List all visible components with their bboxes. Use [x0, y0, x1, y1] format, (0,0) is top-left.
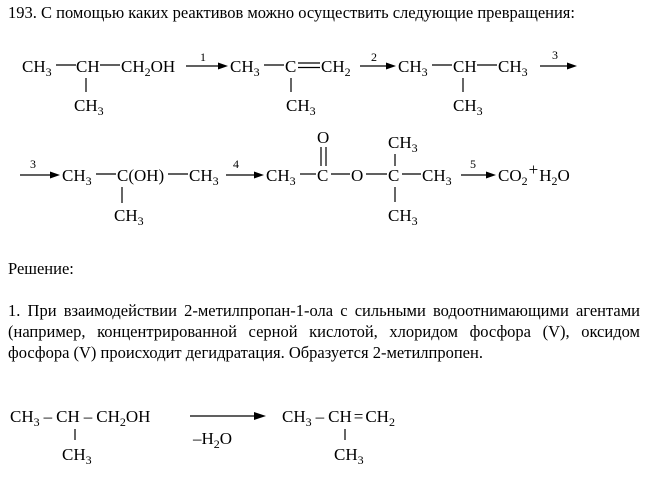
compound-2-methylpropane — [398, 57, 528, 118]
svg-text:CH3: $CH_3$ — [189, 166, 219, 188]
svg-text:CH3–CH=CH2: $CH_3$ – CH = $CH_2$ — [282, 407, 395, 429]
problem-statement: 193. С помощью каких реактивов можно осуществить следующие превращения: — [8, 3, 575, 22]
svg-text:CH3: $CH_3$ — [114, 206, 144, 228]
svg-text:C: C — [317, 166, 329, 185]
reaction-1-dehydration — [0, 396, 650, 476]
svg-text:CH3: $CH_3$ — [334, 445, 364, 467]
compound-tert-butyl-acetate — [266, 128, 452, 228]
svg-text:O: O — [351, 166, 364, 185]
svg-text:CH3: $CH_3$ — [422, 166, 452, 188]
arrow-3-continued — [20, 157, 60, 179]
arrow-5 — [461, 157, 496, 179]
reaction-arrow — [190, 412, 266, 451]
svg-text:3: 3 — [30, 157, 36, 171]
svg-text:CH3: $CH_3$ — [286, 96, 316, 118]
products-co2-h2o — [498, 160, 570, 188]
svg-text:C: C — [388, 166, 400, 185]
svg-text:CH3: $CH_3$ — [498, 57, 528, 79]
svg-text:C: C — [285, 57, 297, 76]
svg-text:CH3: $CH_3$ — [22, 57, 52, 79]
svg-text:CH3: $CH_3$ — [453, 96, 483, 118]
svg-text:CH2: $CH_2$ — [321, 57, 351, 79]
svg-text:CH3: $CH_3$ — [266, 166, 296, 188]
arrow-1 — [186, 50, 228, 70]
svg-text:CH3: $CH_3$ — [62, 166, 92, 188]
svg-text:CH3: $CH_3$ — [388, 206, 418, 228]
reactant-2-methylpropan-1-ol — [10, 407, 150, 467]
product-2-methylpropene — [282, 407, 395, 467]
arrow-4 — [226, 157, 264, 179]
svg-text:CH3: $CH_3$ — [74, 96, 104, 118]
svg-text:1: 1 — [200, 50, 206, 64]
svg-text:CH3–CH–CH2OH: $CH_3$ – CH – $CH_2OH$ — [10, 407, 151, 429]
svg-text:CH3: $CH_3$ — [398, 57, 428, 79]
arrow-3 — [540, 48, 577, 70]
svg-text:CO2+H2O: $CO_2+H_2O$ — [498, 160, 570, 188]
solution-step-1: 1. При взаимодействии 2-метилпропан-1-ола с сильными водоотнимающими агентами (например, концентрированной серной кислотой, хлоридом фосфора (V), оксидом фосфора (V) происходит дегидратация. Образуется 2-метилпропен. — [8, 301, 640, 362]
svg-text:CH: CH — [76, 57, 100, 76]
scheme-row-1 — [0, 48, 650, 128]
svg-text:C(OH): C(OH) — [117, 166, 165, 185]
svg-text:–H2O: $-H_2O$ — [193, 429, 233, 451]
svg-text:5: 5 — [470, 157, 476, 171]
solution-heading: Решение: — [8, 259, 74, 278]
svg-text:2: 2 — [371, 50, 377, 64]
scheme-row-2 — [0, 128, 650, 232]
svg-text:CH3: $CH_3$ — [388, 133, 418, 155]
svg-text:CH: CH — [453, 57, 477, 76]
svg-text:O: O — [317, 128, 330, 147]
arrow-2 — [360, 50, 396, 70]
compound-2-methylpropan-1-ol — [22, 57, 175, 118]
compound-2-methylpropene — [230, 57, 351, 118]
svg-text:3: 3 — [552, 48, 558, 62]
svg-text:CH2OH: $CH_2OH$ — [121, 57, 176, 79]
svg-text:4: 4 — [233, 157, 239, 171]
compound-2-methylpropan-2-ol — [62, 166, 219, 228]
svg-text:CH3: $CH_3$ — [62, 445, 92, 467]
svg-text:CH3: $CH_3$ — [230, 57, 260, 79]
